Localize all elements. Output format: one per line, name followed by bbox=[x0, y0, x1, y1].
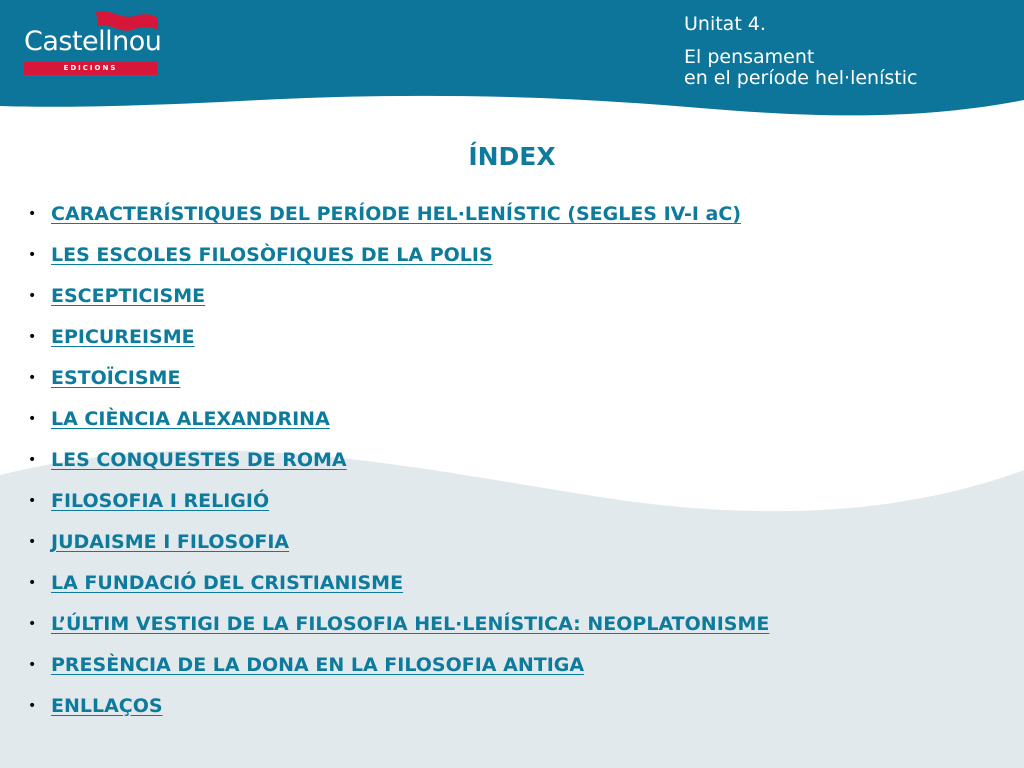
index-link-conquestes-roma[interactable]: LES CONQUESTES DE ROMA bbox=[51, 448, 347, 471]
bullet-icon: • bbox=[28, 574, 37, 591]
list-item bbox=[28, 603, 769, 644]
bullet-icon: • bbox=[28, 533, 37, 550]
index-list bbox=[28, 193, 769, 726]
unit-topic-line1: El pensament bbox=[684, 46, 815, 68]
list-item bbox=[28, 562, 769, 603]
index-link-neoplatonisme[interactable]: L’ÚLTIM VESTIGI DE LA FILOSOFIA HEL·LENÍSTICA: NEOPLATONISME bbox=[51, 612, 770, 635]
index-link-filosofia-religio[interactable]: FILOSOFIA I RELIGIÓ bbox=[51, 489, 270, 512]
page-title: ÍNDEX bbox=[468, 142, 556, 171]
index-link-cristianisme[interactable]: LA FUNDACIÓ DEL CRISTIANISME bbox=[51, 571, 404, 594]
bullet-icon: • bbox=[28, 492, 37, 509]
index-link-caracteristiques[interactable]: CARACTERÍSTIQUES DEL PERÍODE HEL·LENÍSTIC (SEGLES IV-I aC) bbox=[51, 202, 742, 225]
index-link-ciencia-alexandrina[interactable]: LA CIÈNCIA ALEXANDRINA bbox=[51, 407, 330, 430]
index-link-enllacos[interactable]: ENLLAÇOS bbox=[51, 694, 163, 717]
logo-subtitle: EDICIONS bbox=[24, 62, 157, 75]
list-item bbox=[28, 193, 769, 234]
index-link-escepticisme[interactable]: ESCEPTICISME bbox=[51, 284, 206, 307]
bullet-icon: • bbox=[28, 697, 37, 714]
bullet-icon: • bbox=[28, 451, 37, 468]
bullet-icon: • bbox=[28, 656, 37, 673]
list-item bbox=[28, 685, 769, 726]
unit-topic-line2: en el període hel·lenístic bbox=[684, 67, 918, 89]
list-item bbox=[28, 521, 769, 562]
list-item bbox=[28, 357, 769, 398]
list-item bbox=[28, 439, 769, 480]
bullet-icon: • bbox=[28, 205, 37, 222]
unit-header bbox=[684, 14, 917, 89]
bullet-icon: • bbox=[28, 328, 37, 345]
list-item bbox=[28, 398, 769, 439]
list-item bbox=[28, 480, 769, 521]
logo-wordmark: Castellnou bbox=[24, 26, 162, 57]
index-link-escoles[interactable]: LES ESCOLES FILOSÒFIQUES DE LA POLIS bbox=[51, 243, 493, 266]
list-item bbox=[28, 644, 769, 685]
index-link-epicureisme[interactable]: EPICUREISME bbox=[51, 325, 195, 348]
list-item bbox=[28, 234, 769, 275]
list-item bbox=[28, 316, 769, 357]
list-item bbox=[28, 275, 769, 316]
index-link-estoicisme[interactable]: ESTOÏCISME bbox=[51, 366, 181, 389]
bullet-icon: • bbox=[28, 287, 37, 304]
bullet-icon: • bbox=[28, 369, 37, 386]
index-link-dona-filosofia[interactable]: PRESÈNCIA DE LA DONA EN LA FILOSOFIA ANTIGA bbox=[51, 653, 585, 676]
bullet-icon: • bbox=[28, 246, 37, 263]
unit-number: Unitat 4. bbox=[684, 13, 766, 35]
bullet-icon: • bbox=[28, 410, 37, 427]
bullet-icon: • bbox=[28, 615, 37, 632]
index-link-judaisme[interactable]: JUDAISME I FILOSOFIA bbox=[51, 530, 290, 553]
